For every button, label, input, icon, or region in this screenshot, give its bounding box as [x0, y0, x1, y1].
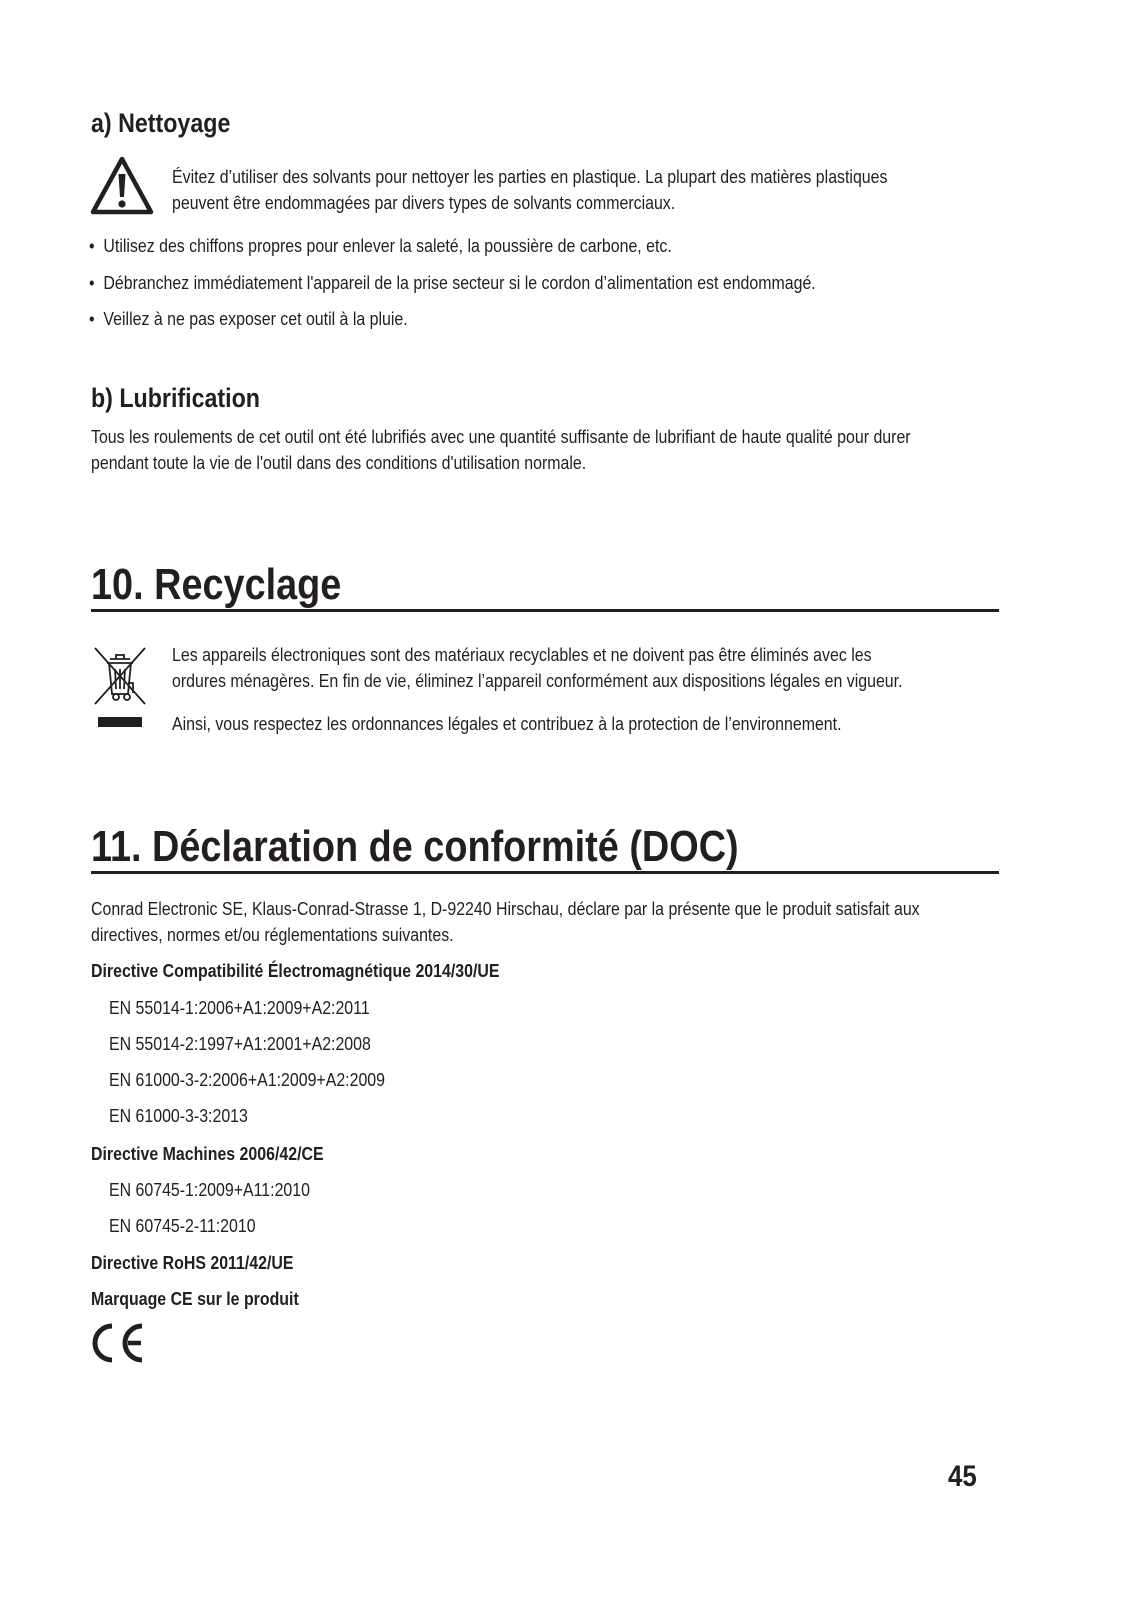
declaration-intro: Conrad Electronic SE, Klaus-Conrad-Strasse 1, D-92240 Hirschau, déclare par la présente que le produit satisfait aux directives, normes et/ou réglementations suivantes.: [91, 898, 920, 945]
emc-directive-title: Directive Compatibilité Électromagnétique 2014/30/UE: [91, 960, 500, 981]
lubrification-heading: b) Lubrification: [91, 383, 260, 413]
section-rule: [91, 609, 999, 612]
ce-marking-title: Marquage CE sur le produit: [91, 1288, 299, 1309]
list-item: EN 61000-3-3:2013: [109, 1105, 248, 1126]
declaration-heading: 11. Déclaration de conformité (DOC): [91, 822, 739, 871]
section-rule: [91, 871, 999, 874]
lubrification-text: Tous les roulements de cet outil ont été lubrifiés avec une quantité suffisante de lubrifiant de haute qualité pour durer pendant toute la vie de l'outil dans des conditions d'utilisation normale.: [91, 426, 911, 473]
machines-directive-title: Directive Machines 2006/42/CE: [91, 1143, 324, 1164]
list-item: EN 60745-1:2009+A11:2010: [109, 1179, 310, 1200]
warning-triangle-icon: [89, 155, 155, 222]
recyclage-text: Les appareils électroniques sont des matériaux recyclables et ne doivent pas être éliminés avec les ordures ménagères. En fin de vie, éliminez l’appareil conformément aux dispositions légales en vigueur.: [172, 644, 903, 691]
rohs-directive-title: Directive RoHS 2011/42/UE: [91, 1252, 294, 1273]
list-item: EN 55014-1:2006+A1:2009+A2:2011: [109, 997, 370, 1018]
recyclage-heading: 10. Recyclage: [91, 560, 342, 609]
nettoyage-heading: a) Nettoyage: [91, 108, 231, 138]
list-item: • Débranchez immédiatement l'appareil de la prise secteur si le cordon d’alimentation est endommagé.: [89, 272, 816, 293]
list-item: EN 61000-3-2:2006+A1:2009+A2:2009: [109, 1069, 386, 1090]
ce-mark-icon: [90, 1322, 148, 1369]
recyclage-text-2: Ainsi, vous respectez les ordonnances légales et contribuez à la protection de l’environnement.: [172, 713, 842, 734]
list-item: • Veillez à ne pas exposer cet outil à la pluie.: [89, 308, 408, 329]
nettoyage-warning-text: Évitez d’utiliser des solvants pour nettoyer les parties en plastique. La plupart des matières plastiques peuvent être endommagées par divers types de solvants commerciaux.: [172, 166, 888, 213]
list-item: EN 55014-2:1997+A1:2001+A2:2008: [109, 1033, 371, 1054]
weee-bin-icon: [91, 645, 149, 735]
list-item: EN 60745-2-11:2010: [109, 1215, 256, 1236]
page-number: 45: [948, 1460, 977, 1493]
list-item: • Utilisez des chiffons propres pour enlever la saleté, la poussière de carbone, etc.: [89, 235, 672, 256]
